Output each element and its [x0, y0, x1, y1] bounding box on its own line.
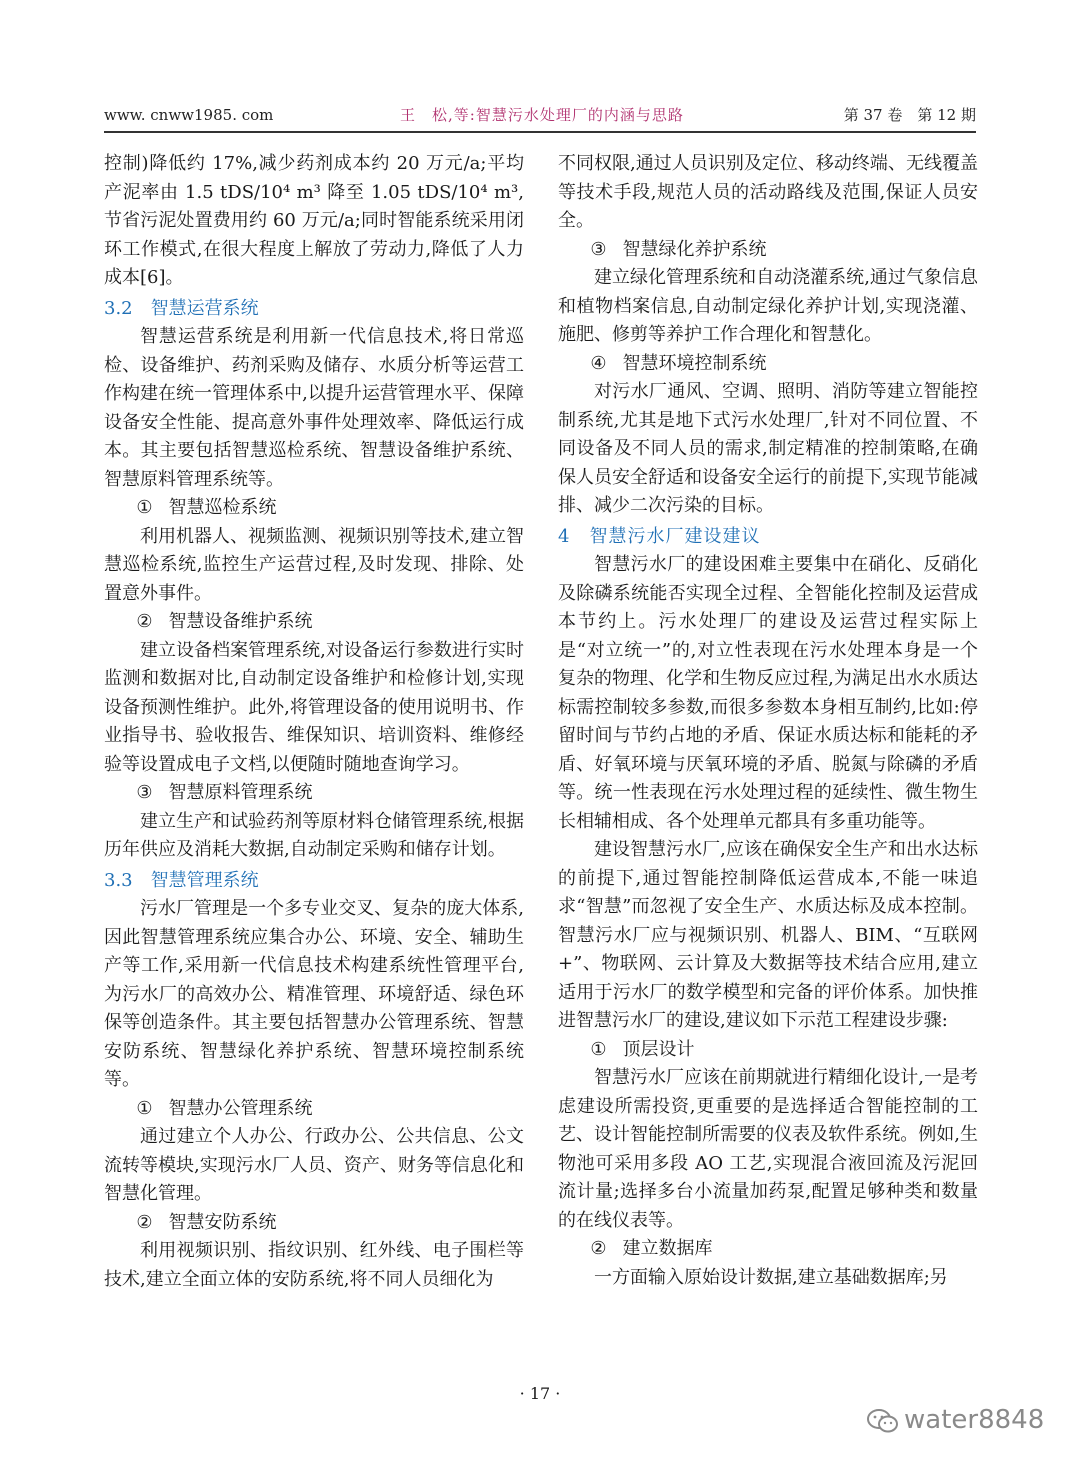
list-item-heading	[104, 608, 524, 637]
item-title: 智慧环境控制系统	[622, 352, 767, 374]
paragraph: 建立设备档案管理系统,对设备运行参数进行实时监测和数据对比,自动制定设备维护和检修计划,实现设备预测性维护。此外,将管理设备的使用说明书、作业指导书、验收报告、维保知识、培训资料、维修经验等设置成电子文档,以便随时随地查询学习。	[104, 639, 524, 775]
volume-issue: 第 37 卷 第 12 期	[843, 106, 976, 124]
paragraph: 建立生产和试验药剂等原材料仓储管理系统,根据历年供应及消耗大数据,自动制定采购和储存计划。	[104, 810, 524, 860]
paragraph-continued: 不同权限,通过人员识别及定位、移动终端、无线覆盖等技术手段,规范人员的活动路线及范围,保证人员安全。	[558, 153, 978, 231]
paragraph: 对污水厂通风、空调、照明、消防等建立智能控制系统,尤其是地下式污水处理厂,针对不同位置、不同设备及不同人员的需求,制定精准的控制策略,在确保人员安全舒适和设备安全运行的前提下,实现节能减排、减少二次污染的目标。	[558, 381, 978, 516]
list-item-heading	[558, 236, 978, 265]
list-item-heading	[558, 350, 978, 379]
paragraph: 通过建立个人办公、行政办公、公共信息、公文流转等模块,实现污水厂人员、资产、财务等信息化和智慧化管理。	[104, 1126, 524, 1204]
item-title: 顶层设计	[622, 1038, 695, 1060]
item-title: 智慧安防系统	[168, 1211, 277, 1233]
item-title: 建立数据库	[622, 1238, 713, 1259]
item-title: 智慧设备维护系统	[168, 611, 313, 632]
item-number: ②	[136, 611, 153, 632]
item-number: ④	[590, 352, 607, 374]
page-number: · 17 ·	[519, 1384, 561, 1403]
list-item-heading	[104, 1095, 524, 1124]
paragraph-continued: 控制)降低约 17%,减少药剂成本约 20 万元/a;平均产泥率由 1.5 tDS/10⁴ m³ 降至 1.05 tDS/10⁴ m³,节省污泥处置费用约 60 万元/a;同时智能系统采用闭环工作模式,在很大程度上解放了劳动力,降低了人力成本[6]。	[104, 153, 524, 288]
list-item-heading	[104, 1209, 524, 1238]
watermark-text: water8848	[904, 1405, 1045, 1435]
item-title: 智慧绿化养护系统	[622, 238, 767, 260]
section-heading-4: 4 智慧污水厂建设建议	[558, 525, 761, 547]
item-number: ①	[136, 1097, 153, 1119]
paragraph: 智慧运营系统是利用新一代信息技术,将日常巡检、设备维护、药剂采购及储存、水质分析等运营工作构建在统一管理体系中,以提升运营管理水平、保障设备安全性能、提高意外事件处理效率、降低运行成本。其主要包括智慧巡检系统、智慧设备维护系统、智慧原料管理系统等。	[104, 326, 524, 490]
list-item-heading	[104, 494, 524, 523]
paragraph: 智慧污水厂的建设困难主要集中在硝化、反硝化及除磷系统能否实现全过程、全智能化控制及运营成本节约上。污水处理厂的建设及运营过程实际上是“对立统一”的,对立性表现在污水处理本身是一个复杂的物理、化学和生物反应过程,为满足出水水质达标需控制较多参数,而很多参数本身相互制约,比如:停留时间与节约占地的矛盾、保证水质达标和能耗的矛盾、好氧环境与厌氧环境的矛盾、脱氮与除磷的矛盾等。统一性表现在污水处理过程的延续性、微生物生长相辅相成、各个处理单元都具有多重功能等。	[558, 554, 978, 832]
journal-website: www. cnww1985. com	[104, 106, 274, 124]
list-item-heading	[558, 1036, 978, 1065]
watermark	[866, 1405, 1044, 1435]
paragraph: 污水厂管理是一个多专业交叉、复杂的庞大体系,因此智慧管理系统应集合办公、环境、安全、辅助生产等工作,采用新一代信息技术构建系统性管理平台,为污水厂的高效办公、精准管理、环境舒适、绿色环保等创造条件。其主要包括智慧办公管理系统、智慧安防系统、智慧绿化养护系统、智慧环境控制系统等。	[104, 898, 524, 1090]
item-title: 智慧办公管理系统	[168, 1097, 313, 1119]
item-number: ③	[136, 782, 153, 803]
running-title: 王 松,等:智慧污水处理厂的内涵与思路	[400, 106, 684, 124]
paragraph: 利用视频识别、指纹识别、红外线、电子围栏等技术,建立全面立体的安防系统,将不同人员细化为	[104, 1240, 524, 1290]
list-item-heading	[104, 779, 524, 808]
left-column	[104, 150, 524, 1294]
section-heading-3-2: 3.2 智慧运营系统	[104, 297, 259, 319]
running-header	[104, 103, 976, 129]
paragraph: 利用机器人、视频监测、视频识别等技术,建立智慧巡检系统,监控生产运营过程,及时发现、排除、处置意外事件。	[104, 525, 524, 604]
paragraph: 智慧污水厂应该在前期就进行精细化设计,一是考虑建设所需投资,更重要的是选择适合智能控制的工艺、设计智能控制所需要的仪表及软件系统。例如,生物池可采用多段 AO 工艺,实现混合液回流及污泥回流计量;选择多台小流量加药泵,配置足够种类和数量的在线仪表等。	[558, 1067, 978, 1231]
item-number: ③	[590, 238, 607, 260]
header-rule	[104, 131, 976, 133]
item-number: ②	[136, 1211, 153, 1233]
wechat-icon	[866, 1408, 900, 1434]
item-title: 智慧巡检系统	[168, 497, 277, 518]
item-number: ①	[590, 1038, 607, 1060]
list-item-heading	[558, 1235, 978, 1264]
paragraph: 建设智慧污水厂,应该在确保安全生产和出水达标的前提下,通过智能控制降低运营成本,不能一味追求“智慧”而忽视了安全生产、水质达标及成本控制。智慧污水厂应与视频识别、机器人、BIM、“互联网+”、物联网、云计算及大数据等技术结合应用,建立适用于污水厂的数学模型和完备的评价体系。加快推进智慧污水厂的建设,建议如下示范工程建设步骤:	[558, 839, 978, 1031]
paragraph: 一方面输入原始设计数据,建立基础数据库;另	[594, 1266, 948, 1288]
item-title: 智慧原料管理系统	[168, 782, 313, 803]
paragraph: 建立绿化管理系统和自动浇灌系统,通过气象信息和植物档案信息,自动制定绿化养护计划,实现浇灌、施肥、修剪等养护工作合理化和智慧化。	[558, 267, 978, 345]
right-column	[558, 150, 978, 1292]
item-number: ②	[590, 1238, 607, 1259]
section-heading-3-3: 3.3 智慧管理系统	[104, 869, 259, 891]
item-number: ①	[136, 497, 153, 518]
